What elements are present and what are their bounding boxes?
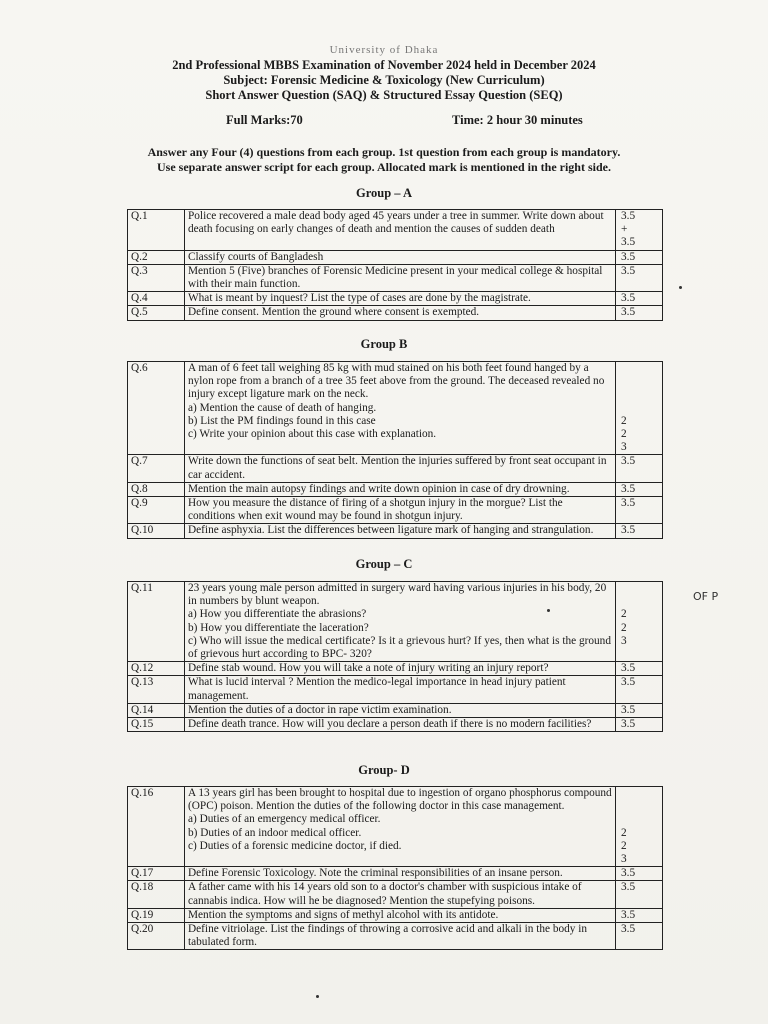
question-number: Q.4 — [128, 292, 185, 306]
question-subpart: a) How you differentiate the abrasions? — [188, 608, 367, 621]
mark-value: 3.5 — [621, 676, 636, 689]
group-c-table — [127, 581, 663, 732]
question-text — [185, 455, 616, 482]
mark-value — [621, 595, 659, 608]
question-stem: Classify courts of Bangladesh — [188, 250, 324, 263]
question-text — [185, 306, 616, 320]
question-row — [128, 264, 663, 291]
full-marks: Full Marks:70 — [226, 113, 303, 127]
question-marks — [616, 676, 663, 703]
question-subpart: b) Duties of an indoor medical officer. — [188, 826, 362, 839]
question-marks — [616, 250, 663, 264]
question-number: Q.13 — [128, 676, 185, 703]
question-row — [128, 908, 663, 922]
question-text — [185, 362, 616, 455]
question-marks — [616, 718, 663, 732]
question-number: Q.20 — [128, 923, 185, 950]
mark-value: 3.5 — [621, 703, 636, 716]
question-row — [128, 662, 663, 676]
question-text — [185, 210, 616, 251]
question-stem: Define asphyxia. List the differences between ligature mark of hanging and strangulation. — [188, 524, 594, 537]
question-stem: Mention the symptoms and signs of methyl alcohol with its antidote. — [188, 908, 499, 921]
mark-value: 2 — [621, 621, 627, 634]
mark-value: 3.5 — [621, 497, 636, 510]
mark-value: 3.5 — [621, 210, 636, 222]
question-marks — [616, 362, 663, 455]
question-number: Q.18 — [128, 881, 185, 908]
group-d-title: Group- D — [358, 763, 410, 777]
mark-value: 2 — [621, 826, 627, 839]
mark-value: 3 — [621, 853, 627, 866]
mark-value: 3.5 — [621, 718, 636, 731]
question-stem: 23 years young male person admitted in surgery ward having various injuries in his body, 20 in numbers by blunt weapon. — [188, 582, 607, 608]
question-row — [128, 362, 663, 455]
question-stem: Define stab wound. How you will take a note of injury writing an injury report? — [188, 662, 549, 675]
question-number: Q.12 — [128, 662, 185, 676]
question-text — [185, 582, 616, 662]
mark-value: 3.5 — [621, 250, 636, 263]
question-stem: Write down the functions of seat belt. Mention the injuries suffered by front seat occupant in car accident. — [188, 455, 607, 481]
question-stem: How you measure the distance of firing of a shotgun injury in the morgue? List the conditions when exit wound may be found in shotgun injury. — [188, 497, 563, 523]
question-number: Q.16 — [128, 787, 185, 867]
exam-time: Time: 2 hour 30 minutes — [452, 113, 583, 127]
question-text — [185, 250, 616, 264]
mark-value — [621, 800, 659, 813]
question-number: Q.14 — [128, 703, 185, 717]
question-number: Q.17 — [128, 867, 185, 881]
mark-value: 3 — [621, 634, 627, 647]
question-text — [185, 676, 616, 703]
question-subpart: b) List the PM findings found in this case — [188, 414, 376, 427]
group-b-table — [127, 361, 663, 539]
question-row — [128, 718, 663, 732]
question-number: Q.5 — [128, 306, 185, 320]
question-marks — [616, 210, 663, 251]
question-row — [128, 867, 663, 881]
question-text — [185, 908, 616, 922]
question-number: Q.3 — [128, 264, 185, 291]
question-subpart: c) Duties of a forensic medicine doctor, if died. — [188, 839, 402, 852]
mark-value — [621, 813, 659, 826]
question-number: Q.15 — [128, 718, 185, 732]
question-stem: Mention the duties of a doctor in rape victim examination. — [188, 703, 452, 716]
question-marks — [616, 881, 663, 908]
mark-value: 2 — [621, 414, 627, 427]
question-number: Q.19 — [128, 908, 185, 922]
question-text — [185, 524, 616, 538]
question-number: Q.8 — [128, 482, 185, 496]
question-stem: Define vitriolage. List the findings of throwing a corrosive acid and alkali in the body in tabulated form. — [188, 923, 588, 949]
question-number: Q.7 — [128, 455, 185, 482]
mark-value — [621, 402, 659, 415]
question-row — [128, 881, 663, 908]
question-type-line: Short Answer Question (SAQ) & Structured Essay Question (SEQ) — [205, 88, 563, 102]
question-row — [128, 703, 663, 717]
question-marks — [616, 662, 663, 676]
question-marks — [616, 292, 663, 306]
question-marks — [616, 582, 663, 662]
question-stem: Define Forensic Toxicology. Note the criminal responsibilities of an insane person. — [188, 867, 563, 880]
mark-value: 3.5 — [621, 292, 636, 305]
ink-dot — [547, 609, 550, 612]
question-marks — [616, 787, 663, 867]
mark-value: 3 — [621, 441, 627, 454]
question-number: Q.6 — [128, 362, 185, 455]
question-subpart: b) How you differentiate the laceration? — [188, 621, 369, 634]
question-stem: Mention the main autopsy findings and write down opinion in case of dry drowning. — [188, 482, 570, 495]
question-marks — [616, 867, 663, 881]
mark-value: 2 — [621, 608, 627, 621]
question-marks — [616, 455, 663, 482]
question-text — [185, 264, 616, 291]
question-row — [128, 455, 663, 482]
mark-value: 3.5 — [621, 236, 636, 249]
mark-value: 3.5 — [621, 306, 636, 319]
question-number: Q.9 — [128, 497, 185, 524]
question-text — [185, 923, 616, 950]
question-stem: Define consent. Mention the ground where consent is exempted. — [188, 306, 480, 319]
mark-value: + — [621, 223, 628, 236]
question-row — [128, 582, 663, 662]
handwritten-margin-note: OF P — [693, 590, 719, 603]
mark-value: 3.5 — [621, 524, 636, 537]
ink-dot — [679, 286, 682, 289]
mark-value: 3.5 — [621, 264, 636, 277]
question-row — [128, 787, 663, 867]
ink-dot — [316, 995, 319, 998]
question-stem: A 13 years girl has been brought to hospital due to ingestion of organo phosphorus compound (OPC) poison. Mention the duties of the following doctor in this case management. — [188, 787, 612, 813]
mark-value — [621, 375, 659, 388]
exam-title: 2nd Professional MBBS Examination of November 2024 held in December 2024 — [172, 58, 596, 72]
university-name: University of Dhaka — [329, 44, 439, 56]
question-row — [128, 923, 663, 950]
question-text — [185, 703, 616, 717]
question-stem: Police recovered a male dead body aged 45 years under a tree in summer. Write down about death focusing on early changes of death and mention the causes of sudden death — [188, 210, 604, 236]
mark-value: 3.5 — [621, 908, 636, 921]
question-row — [128, 292, 663, 306]
group-d-table — [127, 786, 663, 950]
question-stem: Mention 5 (Five) branches of Forensic Medicine present in your medical college & hospital with their main function. — [188, 264, 603, 291]
mark-value — [621, 362, 659, 375]
question-text — [185, 881, 616, 908]
question-subpart: a) Duties of an emergency medical officer. — [188, 813, 381, 826]
question-subpart: c) Who will issue the medical certificate? Is it a grievous hurt? If yes, then what is the ground of grievous hurt according to BPC- 320? — [188, 634, 611, 661]
question-number: Q.10 — [128, 524, 185, 538]
question-row — [128, 482, 663, 496]
question-text — [185, 482, 616, 496]
question-text — [185, 292, 616, 306]
mark-value: 3.5 — [621, 923, 636, 936]
question-number: Q.1 — [128, 210, 185, 251]
mark-value: 3.5 — [621, 455, 636, 468]
question-marks — [616, 524, 663, 538]
mark-value: 2 — [621, 839, 627, 852]
instruction-line-2: Use separate answer script for each group. Allocated mark is mentioned in the right side. — [157, 160, 611, 174]
question-number: Q.2 — [128, 250, 185, 264]
question-row — [128, 210, 663, 251]
question-text — [185, 497, 616, 524]
question-marks — [616, 264, 663, 291]
group-b-title: Group B — [360, 337, 408, 351]
question-stem: A man of 6 feet tall weighing 85 kg with mud stained on his both feet found hanged by a nylon rope from a branch of a tree 35 feet above from the ground. The deceased revealed no injury except ligature mark on the neck. — [188, 362, 605, 401]
group-a-title: Group – A — [355, 186, 413, 200]
question-subpart: c) Write your opinion about this case with explanation. — [188, 428, 437, 441]
mark-value: 3.5 — [621, 662, 636, 675]
question-marks — [616, 923, 663, 950]
question-row — [128, 524, 663, 538]
question-number: Q.11 — [128, 582, 185, 662]
question-text — [185, 787, 616, 867]
question-stem: What is meant by inquest? List the type of cases are done by the magistrate. — [188, 292, 531, 305]
question-row — [128, 306, 663, 320]
mark-value: 3.5 — [621, 881, 636, 894]
question-row — [128, 497, 663, 524]
question-stem: What is lucid interval ? Mention the medico-legal importance in head injury patient management. — [188, 676, 566, 702]
subject-line: Subject: Forensic Medicine & Toxicology (New Curriculum) — [223, 73, 545, 87]
question-marks — [616, 306, 663, 320]
question-text — [185, 867, 616, 881]
question-stem: A father came with his 14 years old son to a doctor's chamber with suspicious intake of cannabis indica. How will he be diagnosed? Mention the stupefying poisons. — [188, 881, 582, 907]
question-stem: Define death trance. How will you declare a person death if there is no modern facilities? — [188, 718, 592, 731]
mark-value — [621, 388, 659, 401]
question-marks — [616, 703, 663, 717]
mark-value — [621, 787, 659, 800]
question-text — [185, 718, 616, 732]
question-row — [128, 250, 663, 264]
question-row — [128, 676, 663, 703]
question-marks — [616, 482, 663, 496]
question-subpart: a) Mention the cause of death of hanging. — [188, 401, 377, 414]
mark-value: 2 — [621, 428, 627, 441]
question-marks — [616, 497, 663, 524]
mark-value: 3.5 — [621, 482, 636, 495]
group-a-table — [127, 209, 663, 321]
instruction-line-1: Answer any Four (4) questions from each group. 1st question from each group is mandatory. — [147, 145, 621, 159]
question-text — [185, 662, 616, 676]
mark-value: 3.5 — [621, 867, 636, 880]
group-c-title: Group – C — [355, 557, 413, 571]
mark-value — [621, 582, 659, 595]
question-marks — [616, 908, 663, 922]
